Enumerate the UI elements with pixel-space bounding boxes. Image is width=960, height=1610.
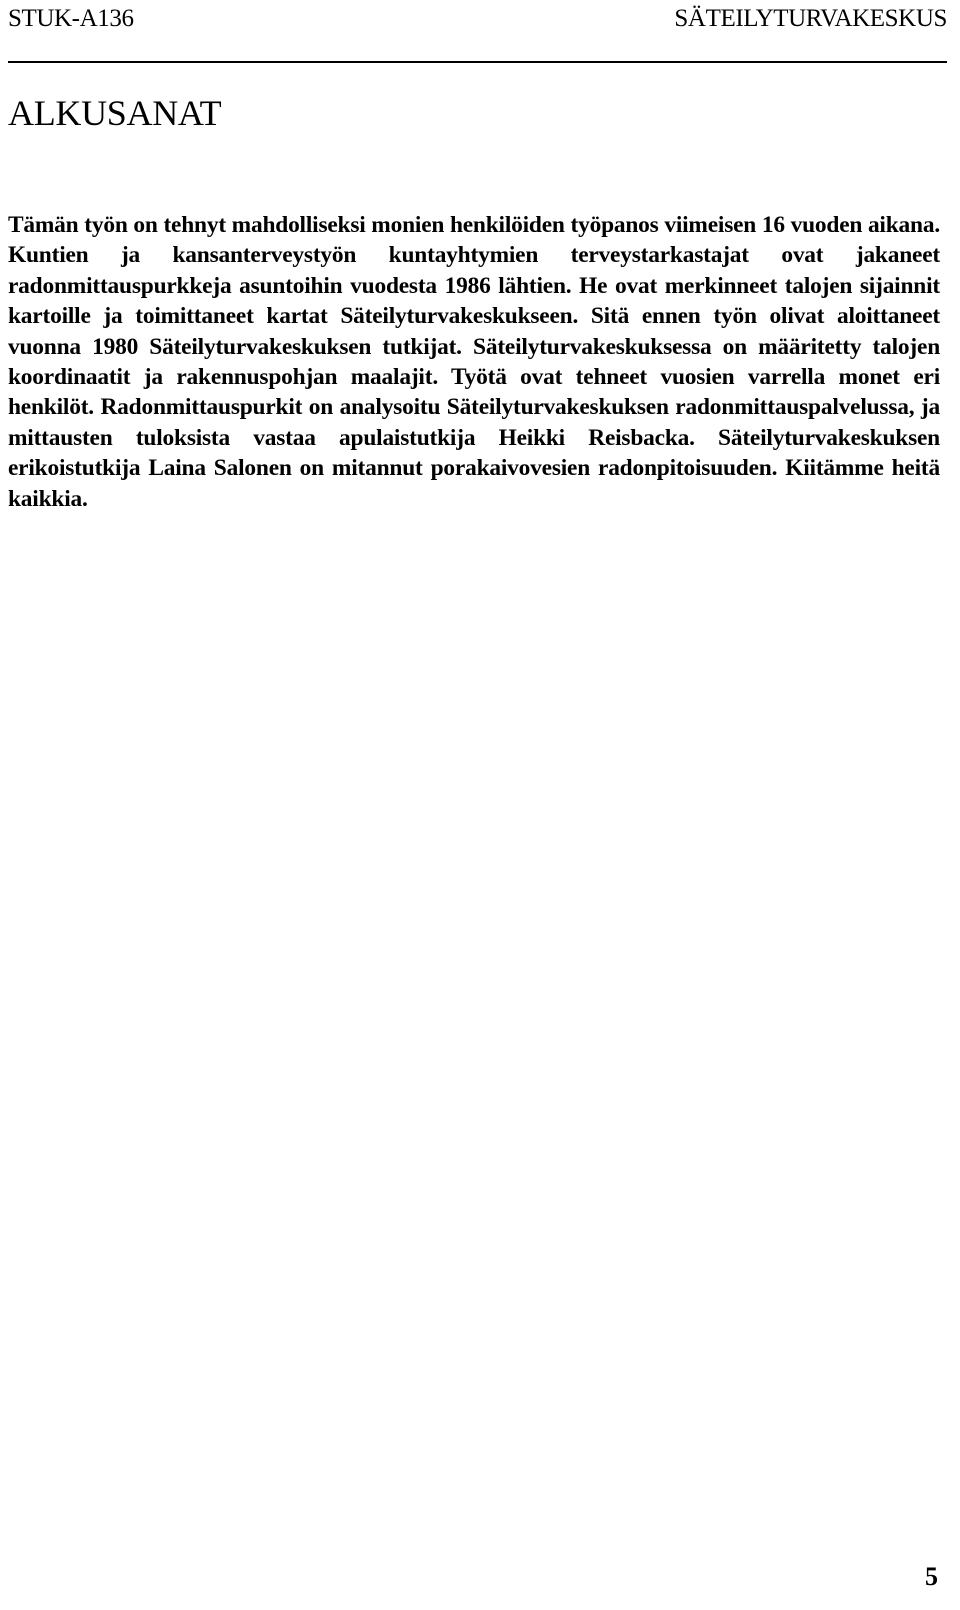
report-code: STUK-A136 <box>8 5 134 32</box>
foreword-paragraph: Tämän työn on tehnyt mahdolliseksi monien henkilöiden työpanos viimeisen 16 vuoden aikana. Kuntien ja kansanterveystyön kuntayhtymien terveystarkastajat ovat jakaneet radonmittauspurkkeja asuntoihin vuodesta 1986 lähtien. He ovat merkinneet talojen sijainnit kartoille ja toimittaneet kartat Säteilyturvakeskukseen. Sitä ennen työn olivat aloittaneet vuonna 1980 Säteilyturvakeskuksen tutkijat. Säteilyturvakeskuksessa on määritetty talojen koordinaatit ja rakennuspohjan maalajit. Työtä ovat tehneet vuosien varrella monet eri henkilöt. Radonmittauspurkit on analysoitu Säteilyturvakeskuksen radonmittauspalvelussa, ja mittausten tuloksista vastaa apulaistutkija Heikki Reisbacka. Säteilyturvakeskuksen erikoistutkija Laina Salonen on mitannut porakaivovesien radonpitoisuuden. Kiitämme heitä kaikkia. <box>8 212 940 512</box>
publisher-name: SÄTEILYTURVAKESKUS <box>674 5 947 32</box>
running-header <box>8 3 947 43</box>
page-number: 5 <box>925 1562 938 1591</box>
header-divider <box>8 61 947 63</box>
section-title: ALKUSANAT <box>8 93 222 133</box>
